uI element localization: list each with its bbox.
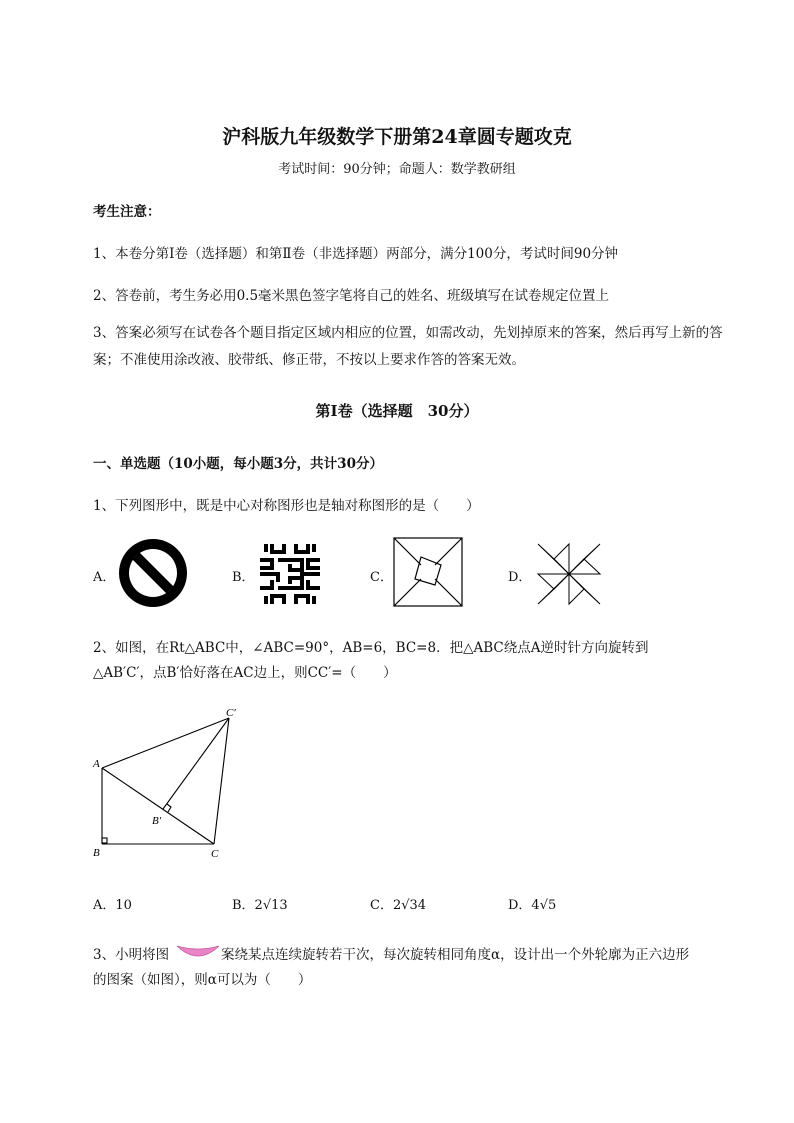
vertex-b-label: B [93, 847, 100, 859]
notice-item-1: 1、本卷分第I卷（选择题）和第Ⅱ卷（非选择题）两部分，满分100分，考试时间90分钟 [93, 246, 619, 262]
pinwheel-square-icon [393, 537, 463, 607]
q2-option-c: C．2√34 [370, 898, 427, 913]
section-title: 第I卷（选择题 30分） [315, 402, 479, 420]
q2-option-d: D．4√5 [508, 898, 557, 913]
no-entry-icon [118, 538, 188, 608]
vertex-b-prime-label: B′ [152, 815, 162, 827]
question-3-stem-rest: 案绕某点连续旋转若干次，每次旋转相同角度α，设计出一个外轮廓为正六边形 [221, 947, 690, 963]
pink-arc-shape-icon [176, 944, 220, 958]
question-3-stem-start: 3、小明将图 [93, 947, 170, 963]
question-2-stem-line2: △AB′C′，点B′恰好落在AC边上，则CC′=（ ） [93, 665, 397, 681]
question-3-stem-line2: 的图案（如图），则α可以为（ ） [93, 972, 312, 988]
q1-option-c-label: C． [370, 570, 393, 585]
vertex-c-label: C [211, 848, 219, 860]
exam-info: 考试时间：90分钟；命题人：数学教研组 [278, 162, 516, 177]
vertex-a-label: A [93, 758, 100, 770]
page-title: 沪科版九年级数学下册第24章圆专题攻克 [222, 126, 572, 148]
q1-option-d-label: D． [508, 570, 532, 585]
notice-heading: 考生注意： [93, 204, 161, 220]
triangle-rotation-figure [80, 700, 260, 865]
q1-option-a-label: A． [93, 570, 116, 585]
vertex-c-prime-label: C′ [226, 707, 236, 719]
question-1-stem: 1、下列图形中，既是中心对称图形也是轴对称图形的是（ ） [93, 498, 480, 514]
notice-item-3: 3、答案必须写在试卷各个题目指定区域内相应的位置，如需改动，先划掉原来的答案，然后再写上新的答案；不准使用涂改液、胶带纸、修正带，不按以上要求作答的答案无效。 [93, 325, 723, 368]
q2-option-a: A．10 [93, 898, 132, 913]
notice-item-2: 2、答卷前，考生务必用0.5毫米黑色签字笔将自己的姓名、班级填写在试卷规定位置上 [93, 288, 610, 304]
q2-option-b: B．2√13 [232, 898, 288, 913]
windmill-icon [536, 542, 602, 606]
part-title: 一、单选题（10小题，每小题3分，共计30分） [93, 456, 383, 472]
maze-pattern-icon [258, 542, 322, 606]
q1-option-b-label: B． [232, 570, 255, 585]
question-2-stem-line1: 2、如图，在Rt△ABC中，∠ABC=90°，AB=6，BC=8．把△ABC绕点A逆时针方向旋转到 [93, 640, 649, 656]
